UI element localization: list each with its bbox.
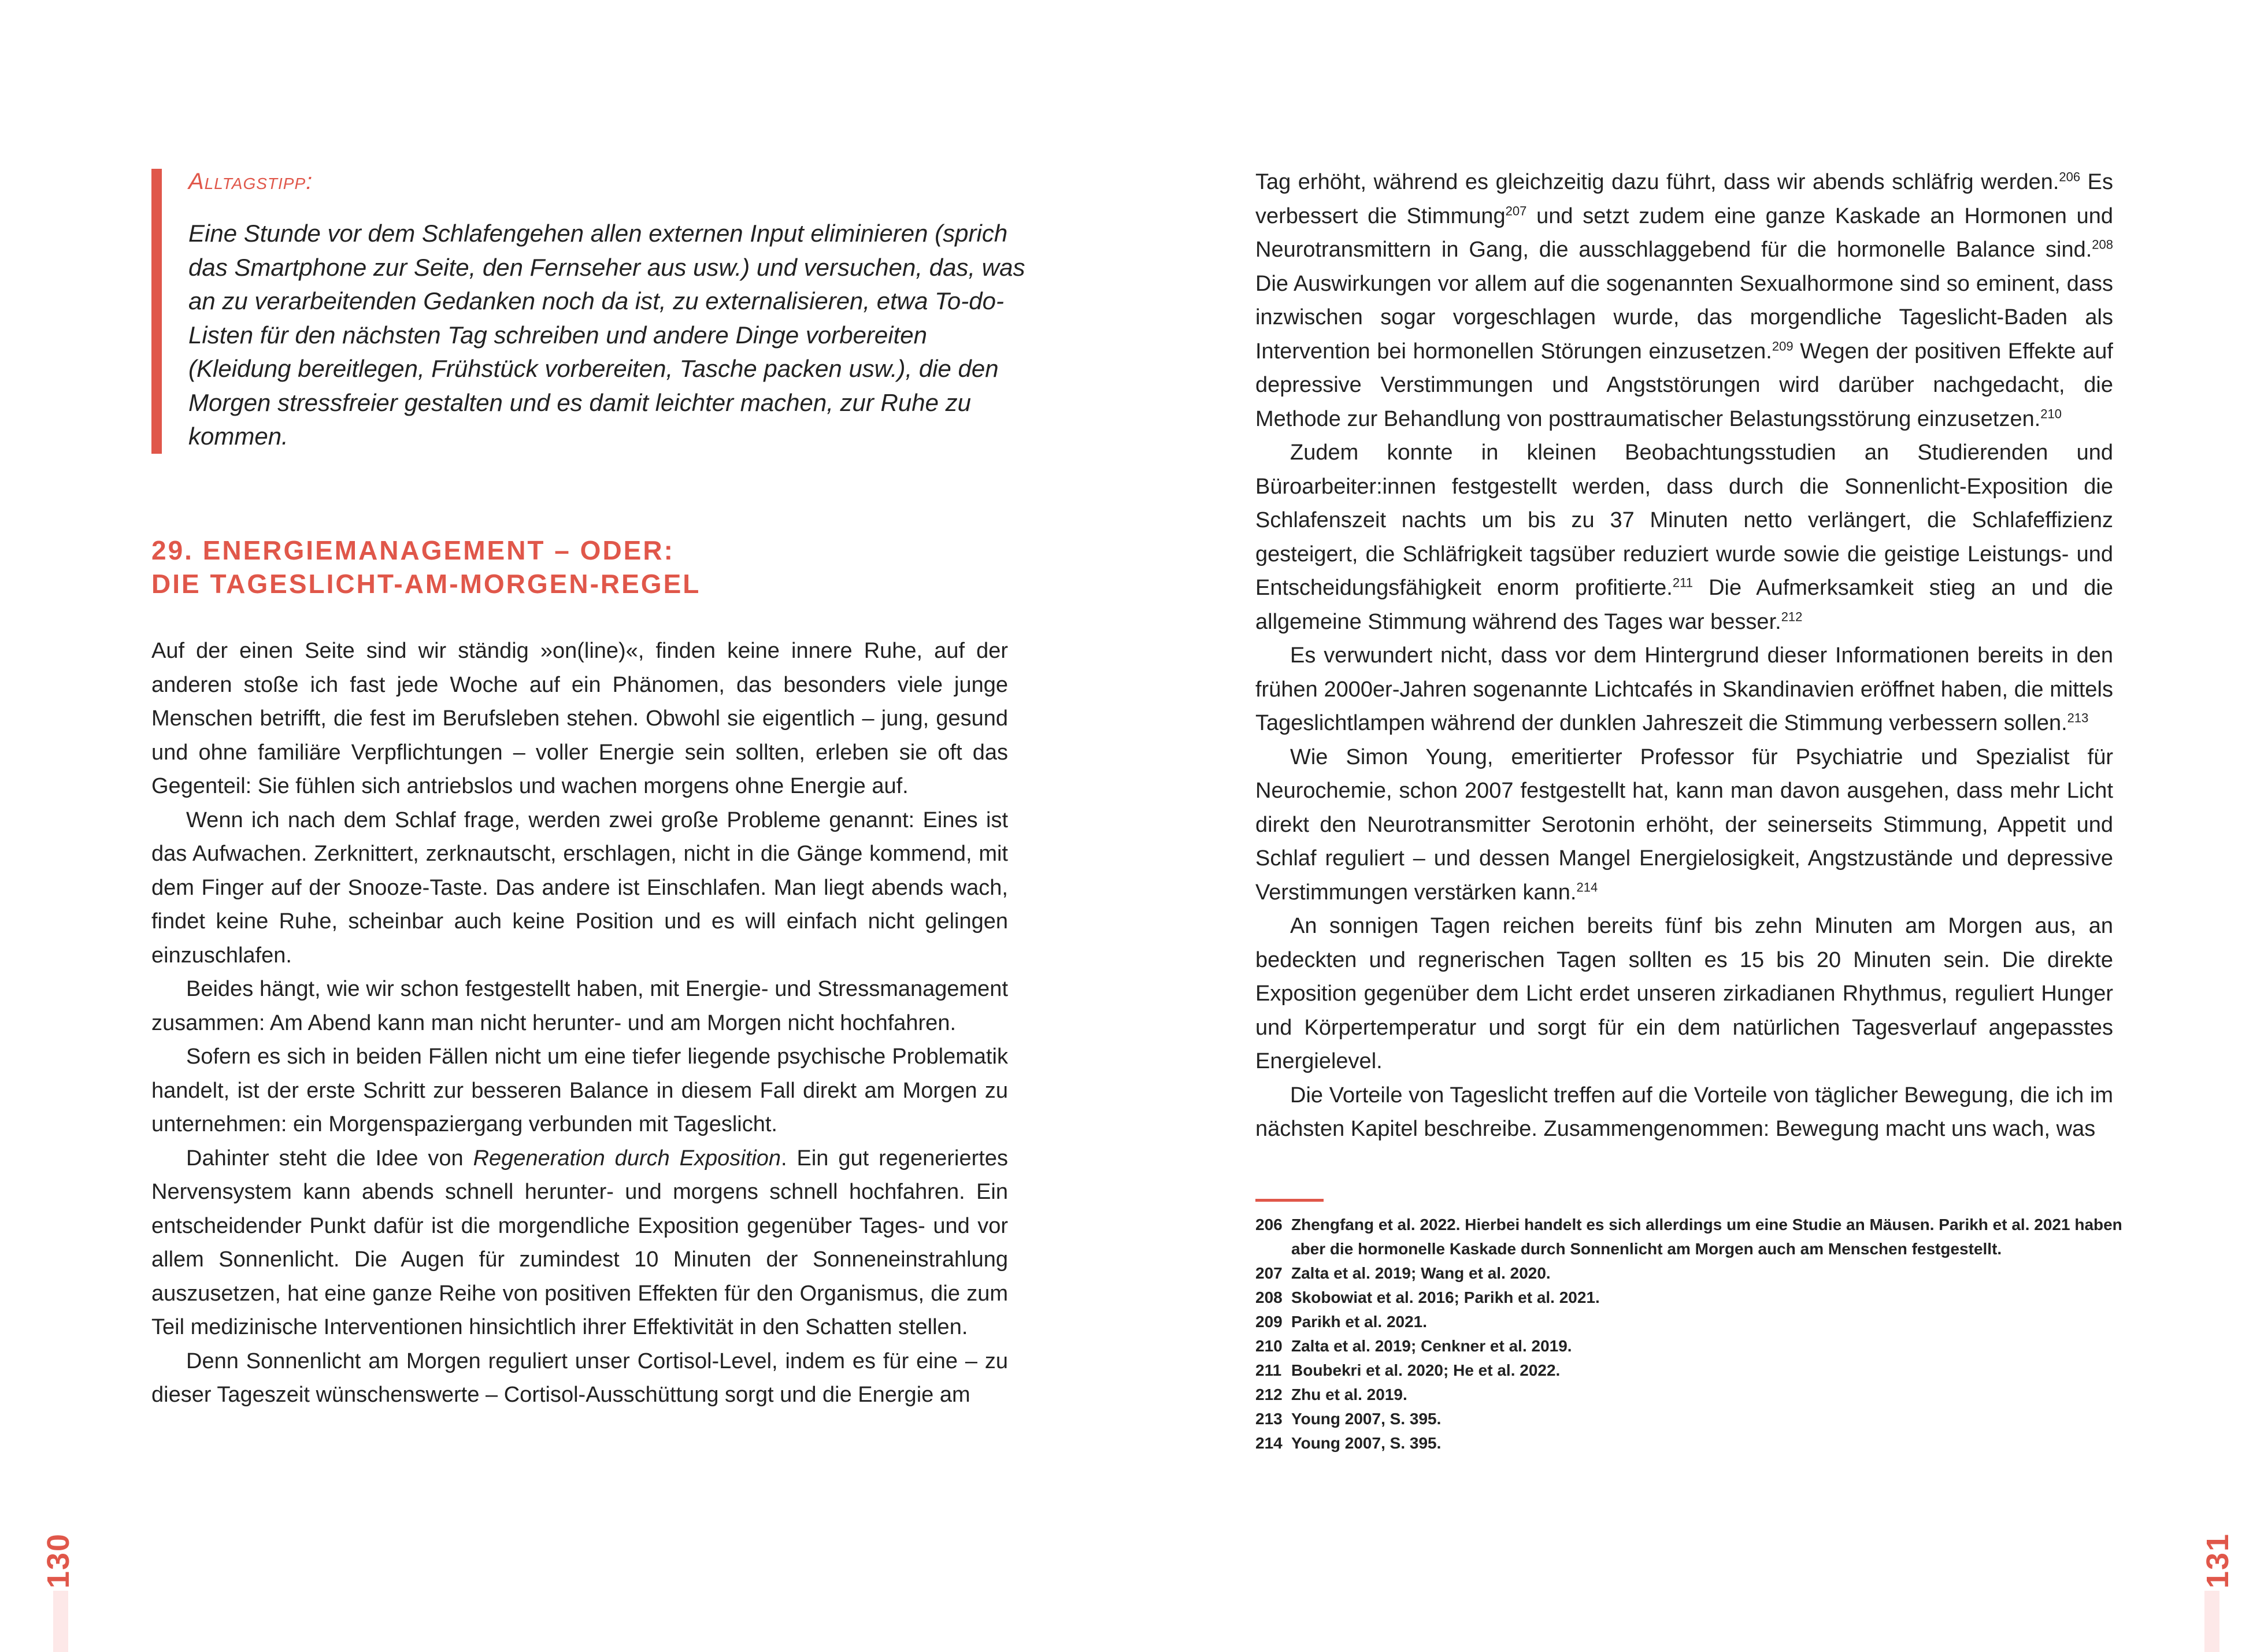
paragraph: Es verwundert nicht, dass vor dem Hintergrund dieser Informationen bereits in den frühen 2000er-Jahren sogenannte Lichtcafés in Skandinavien eröffnet haben, die mittels Tageslichtlampen während der dunklen Jahreszeit die Stimmung verbessern sollen.$^{213}$	[1255, 643, 2113, 735]
footnote-ref[interactable]: 209	[1772, 338, 1793, 353]
footnote: 214 Young 2007, S. 395.	[1255, 1434, 1442, 1452]
page-number: 131	[2200, 1533, 2235, 1589]
paragraph: Auf der einen Seite sind wir ständig »on(line)«, finden keine innere Ruhe, auf der anderen stoße ich fast jede Woche auf ein Phänomen, das besonders viele junge Menschen betrifft, die fest im Berufsleben stehen. Obwohl sie eigentlich – jung, gesund und ohne familiäre Verpflichtungen – voller Energie sein sollten, erleben sie oft das Gegenteil: Sie fühlen sich antriebslos und wachen morgens ohne Energie auf.	[151, 639, 1008, 798]
paragraph: Dahinter steht die Idee von Regeneration durch Exposition. Ein gut regeneriertes Nervensystem kann abends schnell herunter- und morgens schnell hochfahren. Ein entscheidender Punkt dafür ist die morgendliche Exposition gegenüber Tages- und vor allem Sonnenlicht. Die Augen für zumindest 10 Minuten der Sonneneinstrahlung auszusetzen, hat eine ganze Reihe von positiven Effekten für den Organismus, die zum Teil medizinische Interventionen hinsichtlich ihrer Effektivität in den Schatten stellen.	[151, 1146, 1008, 1339]
right-body-text	[1255, 165, 2113, 1146]
footnote-ref[interactable]: 207	[1505, 203, 1527, 218]
paragraph: Wie Simon Young, emeritierter Professor für Psychiatrie und Spezialist für Neurochemie, schon 2007 festgestellt hat, kann man davon ausgehen, dass mehr Licht direkt den Neurotransmitter Serotonin erhöht, der seinerseits Stimmung, Appetit und Schlaf reguliert – und dessen Mangel Energielosigkeit, Angstzustände und depressive Verstimmungen verstärken kann.$^{214}$	[1255, 744, 2113, 905]
paragraph: Tag erhöht, während es gleichzeitig dazu führt, dass wir abends schläfrig werden.$^{206}$ Es verbessert die Stimmung$^{207}$ und setzt zudem eine ganze Kaskade an Hormonen und Neurotransmittern in Gang, die ausschlaggebend für die hormonelle Balance sind.$^{208}$ Die Auswirkungen vor allem auf die sogenannten Sexualhormone sind so eminent, dass inzwischen sogar vorgeschlagen wurde, das morgendliche Tageslicht-Baden als Intervention bei hormonellen Störungen einzusetzen.$^{209}$ Wegen der positiven Effekte auf depressive Verstimmungen und Angststörungen wird darüber nachgedacht, die Methode zur Behandlung von posttraumatischer Belastungsstörung einzusetzen.$^{210}$	[1255, 169, 2113, 431]
footnote-ref[interactable]: 206	[2059, 169, 2081, 184]
emphasis: Regeneration durch Exposition	[473, 1146, 781, 1171]
footnote-ref[interactable]: 208	[2092, 237, 2113, 252]
left-page	[0, 0, 1126, 1652]
footnote-ref[interactable]: 212	[1781, 609, 1803, 624]
paragraph: Die Vorteile von Tageslicht treffen auf die Vorteile von täglicher Bewegung, die ich im nächsten Kapitel beschreibe. Zusammengenommen: Bewegung macht uns wach, was	[1255, 1083, 2113, 1141]
left-body-text	[151, 634, 1008, 1412]
page-number: 130	[41, 1533, 76, 1589]
page-edge-marker	[2204, 1591, 2219, 1652]
paragraph: Beides hängt, wie wir schon festgestellt haben, mit Energie- und Stressmanagement zusammen: Am Abend kann man nicht herunter- und am Morgen nicht hochfahren.	[151, 977, 1008, 1035]
footnote: 212 Zhu et al. 2019.	[1255, 1386, 1407, 1403]
chapter-heading-line2: DIE TAGESLICHT-AM-MORGEN-REGEL	[151, 569, 701, 599]
paragraph: Denn Sonnenlicht am Morgen reguliert unser Cortisol-Level, indem es für eine – zu dieser Tageszeit wünschenswerte – Cortisol-Ausschüttung sorgt und die Energie am	[151, 1349, 1008, 1407]
page-edge-marker	[53, 1591, 68, 1652]
footnote: 210 Zalta et al. 2019; Cenkner et al. 2019.	[1255, 1337, 1572, 1355]
paragraph: Zudem konnte in kleinen Beobachtungsstudien an Studierenden und Büroarbeiter:innen festgestellt werden, dass durch die Sonnenlicht-Exposition die Schlafenszeit nachts um bis zu 37 Minuten netto verlängert, die Schlafeffizienz gesteigert, die Schläfrigkeit tagsüber reduziert wurde sowie die geistige Leistungs- und Entscheidungsfähigkeit enorm profitierte.$^{211}$ Die Aufmerksamkeit stieg an und die allgemeine Stimmung während des Tages war besser.$^{212}$	[1255, 440, 2113, 634]
footnote-ref[interactable]: 210	[2040, 406, 2062, 421]
footnote: 209 Parikh et al. 2021.	[1255, 1313, 1428, 1331]
footnote-separator	[1255, 1199, 1324, 1202]
tip-text: Eine Stunde vor dem Schlafengehen allen externen Input eliminieren (sprich das Smartphone zur Seite, den Fernseher aus usw.) und versuchen, das, was an zu verarbeitenden Gedanken noch da ist, zu externalisieren, etwa To-do-Listen für den nächsten Tag schreiben und andere Dinge vorbereiten (Kleidung bereitlegen, Frühstück vorbereiten, Tasche packen usw.), die den Morgen stressfreier gestalten und es damit leichter machen, zur Ruhe zu kommen.	[188, 220, 1025, 450]
tip-title: Alltagstipp:	[188, 169, 313, 194]
footnote-ref[interactable]: 214	[1576, 879, 1598, 894]
everyday-tip-box	[151, 169, 1027, 454]
paragraph: Wenn ich nach dem Schlaf frage, werden zwei große Probleme genannt: Eines ist das Aufwachen. Zerknittert, zerknautscht, erschlagen, nicht in die Gänge kommend, mit dem Finger auf der Snooze-Taste. Das andere ist Einschlafen. Man liegt abends wach, findet keine Ruhe, scheinbar auch keine Position und es will einfach nicht gelingen einzuschlafen.	[151, 808, 1008, 968]
footnote: 211 Boubekri et al. 2020; He et al. 2022.	[1255, 1361, 1561, 1379]
footnote: 208 Skobowiat et al. 2016; Parikh et al. 2021.	[1255, 1288, 1600, 1306]
chapter-heading-line1: 29. ENERGIEMANAGEMENT – ODER:	[151, 535, 675, 565]
footnote-ref[interactable]: 211	[1672, 575, 1693, 590]
paragraph: Sofern es sich in beiden Fällen nicht um eine tiefer liegende psychische Problematik handelt, ist der erste Schritt zur besseren Balance in diesem Fall direkt am Morgen zu unternehmen: ein Morgenspaziergang verbunden mit Tageslicht.	[151, 1044, 1008, 1136]
paragraph: An sonnigen Tagen reichen bereits fünf bis zehn Minuten am Morgen aus, an bedeckten und regnerischen Tagen sollten es 15 bis 20 Minuten sein. Die direkte Exposition gegenüber dem Licht erdet unseren zirkadianen Rhythmus, reguliert Hunger und Körpertemperatur und sorgt für ein dem natürlichen Tagesverlauf angepasstes Energielevel.	[1255, 914, 2113, 1073]
footnote: 206 Zhengfang et al. 2022. Hierbei handelt es sich allerdings um eine Studie an Mäusen. Parikh et al. 2021 haben aber die hormonelle Kaskade durch Sonnenlicht am Morgen auch am Menschen festgestellt.	[1255, 1216, 2122, 1258]
chapter-heading	[151, 534, 1018, 601]
footnote: 207 Zalta et al. 2019; Wang et al. 2020.	[1255, 1264, 1551, 1282]
footnote-ref[interactable]: 213	[2067, 710, 2089, 725]
footnotes	[1255, 1213, 2122, 1455]
footnote: 213 Young 2007, S. 395.	[1255, 1410, 1442, 1428]
